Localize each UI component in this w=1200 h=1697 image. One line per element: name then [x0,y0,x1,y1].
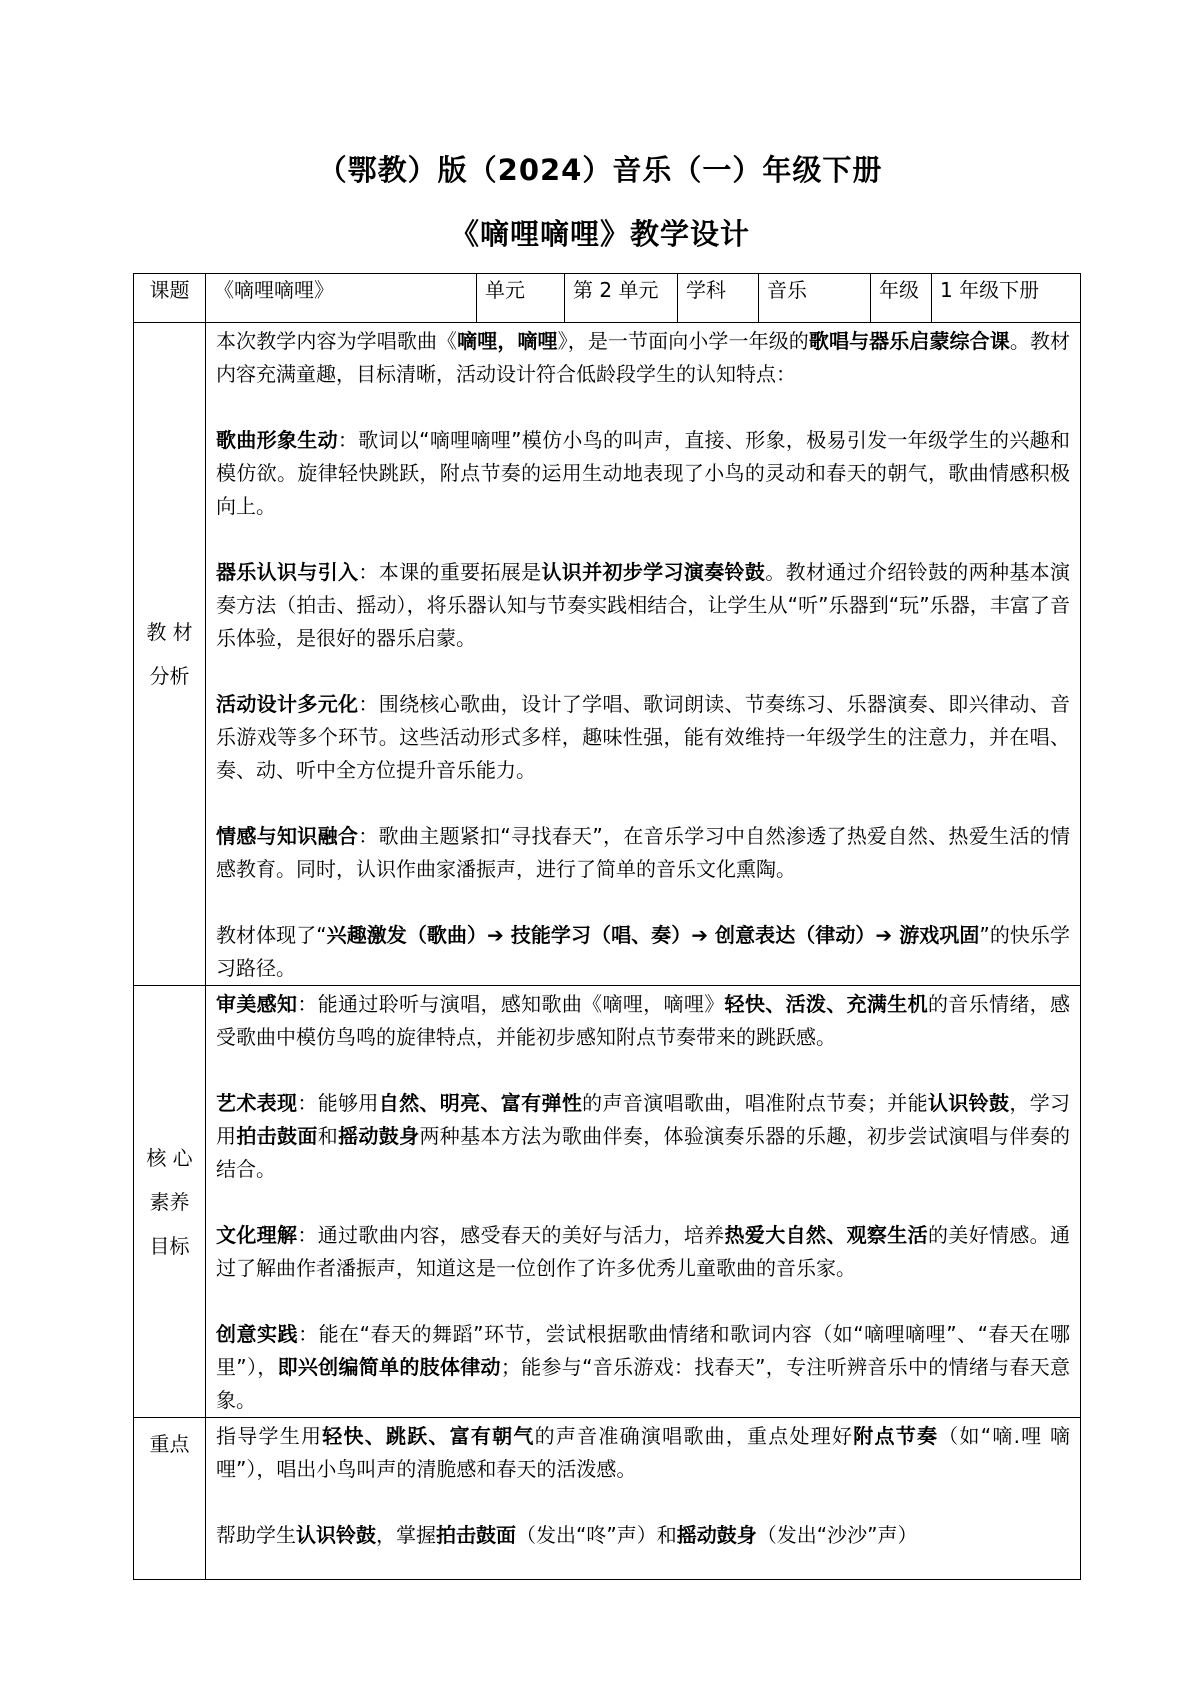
analysis-intro [216,325,1070,391]
text-run: 的声音准确演唱歌曲，重点处理好 [534,1424,854,1448]
text-run: 两种基本方法为歌曲伴奏，体验演奏乐器的乐趣，初步尝试演唱与伴奏的结合。 [216,1124,1071,1181]
text-run: ，学习用 [216,1091,1071,1148]
bold-text-run: 热爱大自然、观察生活 [724,1223,928,1247]
text-run: 》，是一节面向小学一年级的 [557,329,809,353]
bold-text-run: 文化理解 [216,1223,298,1247]
text-run: ”的快乐学习路径。 [216,923,1070,980]
bold-text-run: 歌唱与器乐启蒙综合课 [808,329,1010,353]
text-run: 教材体现了“ [216,923,327,947]
bold-text-run: 认识铃鼓 [927,1091,1010,1115]
text-run: ：歌曲主题紧扣“寻找春天”，在音乐学习中自然渗透了热爱自然、热爱生活的情感教育。同时，认识作曲家潘振声，进行了简单的音乐文化熏陶。 [216,824,1070,881]
goals-paragraph-4 [216,1318,1070,1417]
analysis-label [134,323,206,986]
analysis-content [206,323,1081,986]
text-run: 的声音演唱歌曲，唱准附点节奏；并能 [582,1091,928,1115]
text-run: ：能通过聆听与演唱，感知歌曲《嘀哩，嘀哩》 [297,992,725,1016]
analysis-row [134,323,1081,986]
topic-value: 《嘀哩嘀哩》 [206,274,477,323]
text-run: 帮助学生 [216,1523,296,1547]
analysis-paragraph-3 [216,688,1070,787]
bold-text-run: 认识并初步学习演奏铃鼓 [541,560,766,584]
bold-text-run: 艺术表现 [216,1091,298,1115]
bold-text-run: 认识铃鼓 [296,1523,376,1547]
topic-label: 课题 [134,274,206,323]
text-run: ：能在“春天的舞蹈”环节，尝试根据歌曲情绪和歌词内容（如“嘀哩嘀哩”、“春天在哪里”）， [216,1322,1071,1379]
key-points-row [134,1418,1081,1580]
goals-label [134,986,206,1418]
analysis-label-line1: 教 材 [146,620,193,644]
text-run: 的音乐情绪，感受歌曲中模仿鸟鸣的旋律特点，并能初步感知附点节奏带来的跳跃感。 [216,992,1071,1049]
text-run: 。教材内容充满童趣，目标清晰，活动设计符合低龄段学生的认知特点： [216,329,1071,386]
key-points-paragraph-1 [216,1420,1070,1486]
goals-row [134,986,1081,1418]
text-run: （发出“咚”声）和 [516,1523,677,1547]
goals-content [206,986,1081,1418]
text-run: 本次教学内容为学唱歌曲《 [216,329,458,353]
text-run: 指导学生用 [216,1424,323,1448]
bold-text-run: 歌曲形象生动 [216,428,338,452]
text-run: ：本课的重要拓展是 [358,560,542,584]
bold-text-run: 即兴创编简单的肢体律动 [277,1355,501,1379]
analysis-paragraph-1 [216,424,1070,523]
bold-text-run: 轻快、活泼、充满生机 [724,992,928,1016]
bold-text-run: 拍击鼓面 [436,1523,516,1547]
text-run: （如“嘀.哩 嘀哩”），唱出小鸟叫声的清脆感和春天的活泼感。 [216,1424,1071,1481]
goals-paragraph-3 [216,1219,1070,1285]
bold-text-run: 兴趣激发（歌曲）➔ 技能学习（唱、奏）➔ 创意表达（律动）➔ 游戏巩固 [326,923,980,947]
document-title: （鄂教）版（2024）音乐（一）年级下册 [317,153,883,187]
goals-label-line3: 目标 [149,1233,190,1258]
bold-text-run: 拍击鼓面 [236,1124,318,1148]
bold-text-run: 器乐认识与引入 [216,560,359,584]
text-run: ：围绕核心歌曲，设计了学唱、歌词朗读、节奏练习、乐器演奏、即兴律动、音乐游戏等多个环节。这些活动形式多样，趣味性强，能有效维持一年级学生的注意力，并在唱、奏、动、听中全方位提升音乐能力。 [216,692,1070,782]
goals-label-line1: 核 心 [146,1145,193,1170]
key-points-label [134,1418,206,1580]
text-run: ，掌握 [376,1523,436,1547]
lesson-plan-table [133,273,1081,1580]
bold-text-run: 嘀哩，嘀哩 [457,329,558,353]
bold-text-run: 活动设计多元化 [216,692,359,716]
goals-paragraph-2 [216,1087,1070,1186]
bold-text-run: 创意实践 [216,1322,299,1346]
key-points-content [206,1418,1081,1580]
grade-value: 1 年级下册 [932,274,1081,323]
bold-text-run: 摇动鼓身 [676,1523,757,1547]
text-run: 和 [317,1124,339,1148]
text-run: ：能够用 [297,1091,379,1115]
key-points-label-text: 重点 [149,1432,190,1456]
text-run: 。教材通过介绍铃鼓的两种基本演奏方法（拍击、摇动），将乐器认知与节奏实践相结合，让学生从“听”乐器到“玩”乐器，丰富了音乐体验，是很好的器乐启蒙。 [216,560,1071,650]
analysis-paragraph-5 [216,919,1070,985]
goals-label-line2: 素养 [149,1189,190,1214]
bold-text-run: 自然、明亮、富有弹性 [378,1091,583,1115]
bold-text-run: 情感与知识融合 [216,824,359,848]
text-run: （发出“沙沙”声） [756,1523,918,1547]
text-run: 的美好情感。通过了解曲作者潘振声，知道这是一位创作了许多优秀儿童歌曲的音乐家。 [216,1223,1071,1280]
goals-paragraph-1 [216,988,1070,1054]
text-run: ；能参与“音乐游戏：找春天”，专注听辨音乐中的情绪与春天意象。 [216,1355,1070,1412]
text-run: ：通过歌曲内容，感受春天的美好与活力，培养 [297,1223,725,1247]
unit-label: 单元 [477,274,565,323]
bold-text-run: 摇动鼓身 [338,1124,420,1148]
text-run: ：歌词以“嘀哩嘀哩”模仿小鸟的叫声，直接、形象，极易引发一年级学生的兴趣和模仿欲。旋律轻快跳跃，附点节奏的运用生动地表现了小鸟的灵动和春天的朝气，歌曲情感积极向上。 [216,428,1070,518]
document-subtitle: 《嘀哩嘀哩》教学设计 [449,217,750,251]
analysis-label-line2: 分析 [149,664,190,688]
unit-value: 第 2 单元 [565,274,678,323]
header-row [134,274,1081,323]
analysis-paragraph-2 [216,556,1070,655]
analysis-paragraph-4 [216,820,1070,886]
subject-label: 学科 [678,274,759,323]
key-points-paragraph-2 [216,1519,1070,1552]
bold-text-run: 审美感知 [216,992,298,1016]
bold-text-run: 轻快、跳跃、富有朝气 [322,1424,535,1448]
subject-value: 音乐 [759,274,871,323]
bold-text-run: 附点节奏 [853,1424,939,1448]
grade-label: 年级 [871,274,932,323]
